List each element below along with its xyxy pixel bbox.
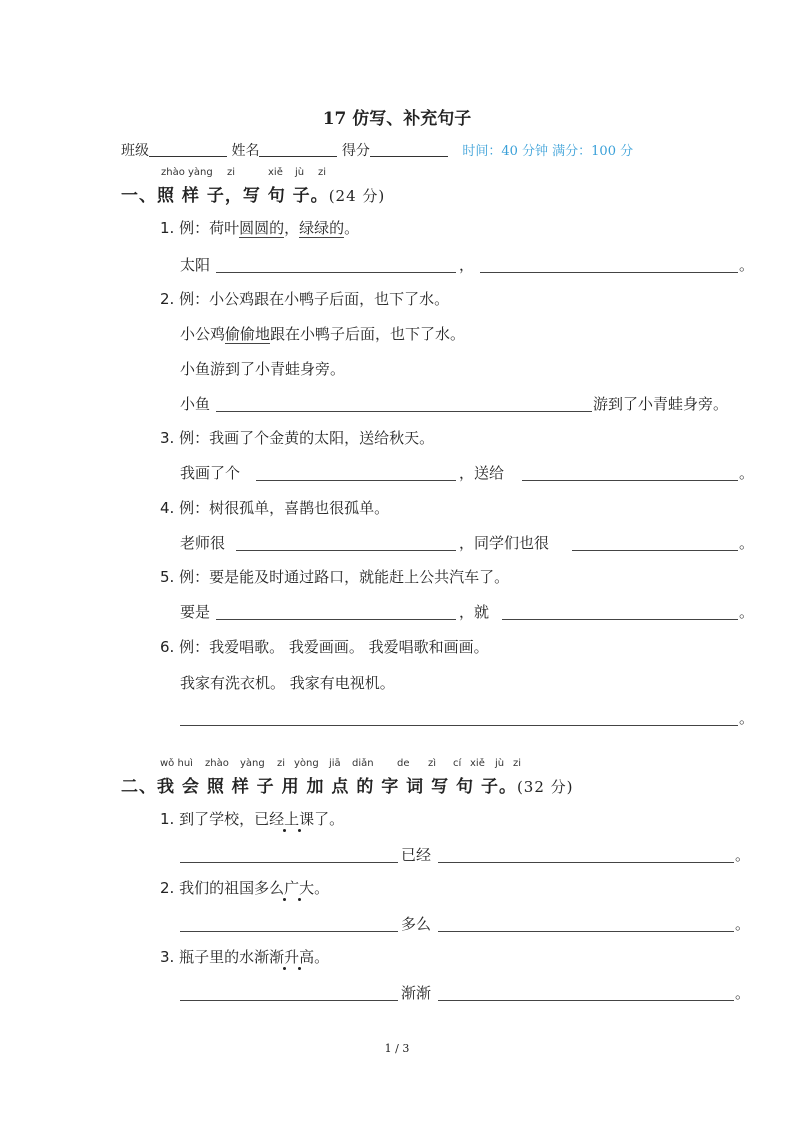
- punctuation: 。: [735, 984, 751, 1002]
- answer-blank[interactable]: [438, 862, 734, 863]
- section2-pinyin-12: jù: [495, 758, 505, 769]
- answer-blank[interactable]: [256, 480, 456, 481]
- punctuation: ，: [459, 256, 475, 274]
- s1-item5-answer-start: 要是: [180, 603, 211, 621]
- example-text: 例：我画了个金黄的太阳，送给秋天。: [179, 429, 435, 447]
- section2-pinyin-2: zhào: [205, 758, 229, 769]
- emphasis-dot: [283, 967, 286, 970]
- section2-heading-text: 二、我 会 照 样 子 用 加 点 的 字 词 写 句 子。: [121, 777, 517, 797]
- answer-blank[interactable]: [216, 272, 456, 273]
- section2-pinyin-6: jiā: [329, 758, 341, 769]
- class-label: 班级: [121, 143, 149, 159]
- example-sentence: 到了学校，已经上课了。: [179, 810, 345, 828]
- s1-item2-line2: [180, 323, 465, 344]
- item-number: 3.: [160, 429, 175, 447]
- answer-blank[interactable]: [180, 862, 398, 863]
- answer-blank[interactable]: [522, 480, 738, 481]
- punctuation: 。: [735, 915, 751, 933]
- example-text: 例：树很孤单，喜鹊也很孤单。: [179, 499, 390, 517]
- punctuation: 。: [739, 256, 755, 274]
- punctuation: 。: [739, 603, 755, 621]
- s1-item4-example: [160, 497, 389, 518]
- score-label: 得分: [341, 143, 370, 159]
- keyword: 已经: [401, 846, 432, 864]
- header-class: [121, 140, 633, 160]
- section1-heading: [121, 181, 385, 206]
- underlined-word: 偷偷地: [225, 325, 271, 343]
- underlined-word: 圆圆的: [239, 219, 285, 237]
- answer-blank[interactable]: [572, 550, 738, 551]
- answer-blank[interactable]: [216, 411, 592, 412]
- s1-item2-example: [160, 288, 449, 309]
- answer-blank[interactable]: [180, 1000, 398, 1001]
- sentence-part: 小公鸡: [180, 325, 226, 343]
- emphasis-dot: [283, 898, 286, 901]
- s1-item3-answer-start: 我画了个: [180, 464, 241, 482]
- s2-item3-sentence: [160, 946, 329, 967]
- answer-blank[interactable]: [480, 272, 738, 273]
- example-text: 例：要是能及时通过路口，就能赶上公共汽车了。: [179, 568, 510, 586]
- example-sentence: 我们的祖国多么广大。: [179, 879, 330, 897]
- page-title: 17 仿写、补充句子: [322, 109, 472, 129]
- section2-pinyin-7: diǎn: [352, 758, 374, 769]
- punctuation: 。: [344, 219, 360, 237]
- item-number: 2.: [160, 879, 175, 897]
- section1-heading-text: 一、照 样 子，写 句 子。: [121, 186, 329, 206]
- emphasis-dot: [283, 829, 286, 832]
- section2-pinyin-5: yòng: [294, 758, 319, 769]
- example-text: 例：我爱唱歌。 我爱画画。 我爱唱歌和画画。: [179, 638, 489, 656]
- s2-item1-sentence: [160, 808, 344, 829]
- section1-pinyin-1: zhào yàng: [161, 167, 213, 178]
- item-number: 5.: [160, 568, 175, 586]
- section2-pinyin-13: zi: [513, 758, 522, 769]
- keyword: 多么: [401, 915, 432, 933]
- sentence-part: 跟在小鸭子后面，也下了水。: [270, 325, 466, 343]
- answer-blank[interactable]: [180, 725, 738, 726]
- s1-item1-example: [160, 217, 359, 238]
- answer-blank[interactable]: [438, 931, 734, 932]
- section2-pinyin-1: wǒ huì: [160, 758, 193, 769]
- answer-blank[interactable]: [180, 931, 398, 932]
- example-text: 例：小公鸡跟在小鸭子后面，也下了水。: [179, 290, 450, 308]
- answer-blank[interactable]: [216, 619, 456, 620]
- emphasis-dot: [298, 967, 301, 970]
- emphasis-dot: [298, 898, 301, 901]
- section2-pinyin-10: cí: [453, 758, 462, 769]
- s1-item2-answer-end: 游到了小青蛙身旁。: [593, 395, 729, 413]
- example-text: 例：荷叶: [179, 219, 240, 237]
- section2-pinyin-4: zi: [277, 758, 286, 769]
- item-number: 2.: [160, 290, 175, 308]
- time-info: 时间：40 分钟 满分：100 分: [462, 144, 634, 159]
- example-sentence: 瓶子里的水渐渐升高。: [179, 948, 330, 966]
- item-number: 1.: [160, 810, 175, 828]
- punctuation: 。: [735, 846, 751, 864]
- answer-blank[interactable]: [236, 550, 456, 551]
- s1-item1-answer-start: 太阳: [180, 256, 211, 274]
- underlined-word: 绿绿的: [299, 219, 345, 237]
- s1-item4-answer-mid: ，同学们也很: [459, 534, 550, 552]
- section1-pinyin-3: xiě: [268, 167, 283, 178]
- s1-item5-example: [160, 566, 509, 587]
- s2-item2-sentence: [160, 877, 329, 898]
- section2-heading: [121, 772, 574, 797]
- section1-pinyin-5: zi: [318, 167, 327, 178]
- section2-pinyin-9: zì: [428, 758, 437, 769]
- item-number: 6.: [160, 638, 175, 656]
- page-number: 1 / 3: [384, 1042, 410, 1055]
- s1-item3-example: [160, 427, 434, 448]
- punctuation: ，: [284, 219, 300, 237]
- s1-item6-example: [160, 636, 489, 657]
- s1-item5-answer-mid: ，就: [459, 603, 490, 621]
- punctuation: 。: [739, 534, 755, 552]
- s1-item2-answer-start: 小鱼: [180, 395, 211, 413]
- answer-blank[interactable]: [438, 1000, 734, 1001]
- s1-item4-answer-start: 老师很: [180, 534, 226, 552]
- keyword: 渐渐: [401, 984, 432, 1002]
- section2-pinyin-8: de: [397, 758, 410, 769]
- section1-score: (24 分): [328, 187, 386, 205]
- section1-pinyin-2: zi: [227, 167, 236, 178]
- punctuation: 。: [739, 464, 755, 482]
- section2-score: (32 分): [516, 778, 574, 796]
- s1-item6-line2: 我家有洗衣机。 我家有电视机。: [180, 674, 395, 692]
- punctuation: 。: [739, 709, 755, 727]
- section2-pinyin-11: xiě: [470, 758, 485, 769]
- item-number: 3.: [160, 948, 175, 966]
- item-number: 4.: [160, 499, 175, 517]
- answer-blank[interactable]: [502, 619, 738, 620]
- score-blank[interactable]: [370, 142, 448, 157]
- item-number: 1.: [160, 219, 175, 237]
- class-blank[interactable]: [149, 142, 227, 157]
- emphasis-dot: [298, 829, 301, 832]
- name-blank[interactable]: [259, 142, 337, 157]
- section2-pinyin-3: yàng: [240, 758, 265, 769]
- s1-item2-line3: 小鱼游到了小青蛙身旁。: [180, 360, 346, 378]
- section1-pinyin-4: jù: [295, 167, 305, 178]
- name-label: 姓名: [231, 143, 260, 159]
- s1-item3-answer-mid: ，送给: [459, 464, 505, 482]
